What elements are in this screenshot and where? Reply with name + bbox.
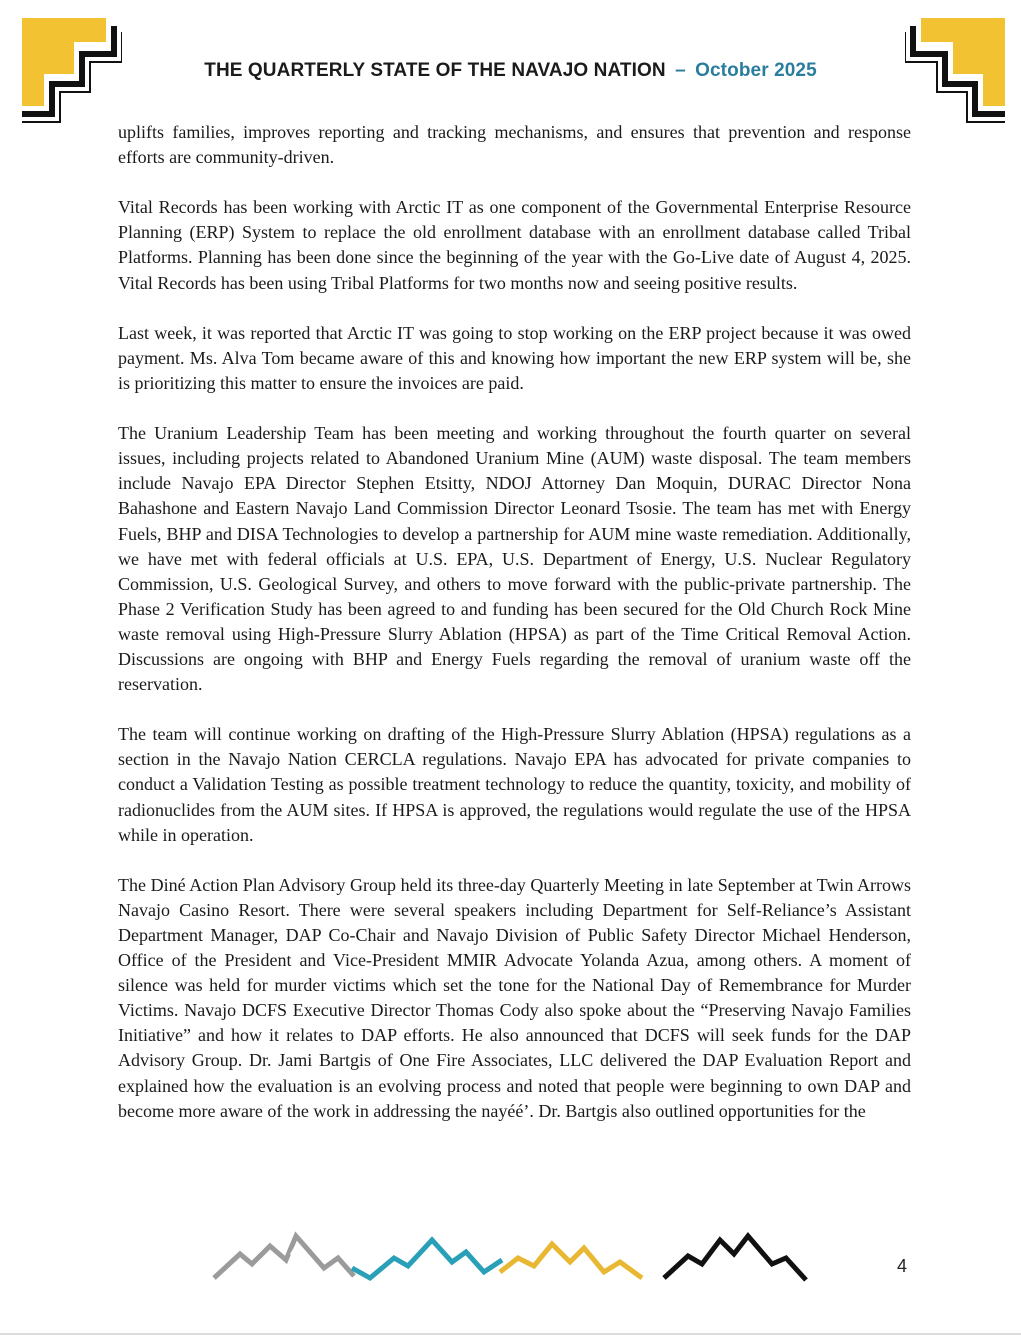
page-number: 4 xyxy=(897,1256,908,1276)
paragraph: Last week, it was reported that Arctic IT was going to stop working on the ERP project because it was owed payment. Ms. Alva Tom became aware of this and knowing how important the new ERP system will be, she is prioritizing this matter to ensure the invoices are paid. xyxy=(118,322,911,393)
header-date: October 2025 xyxy=(695,60,817,81)
header-separator: – xyxy=(675,60,686,81)
header-title: THE QUARTERLY STATE OF THE NAVAJO NATION xyxy=(204,60,666,81)
page-header xyxy=(0,60,1021,82)
bottom-divider xyxy=(0,1333,1021,1335)
body-text xyxy=(118,120,911,1149)
mountain-range-ornament-icon xyxy=(212,1228,808,1282)
paragraph: Vital Records has been working with Arctic IT as one component of the Governmental Enterprise Resource Planning (ERP) System to replace the old enrollment database with an enrollment database called Tribal Platforms. Planning has been done since the beginning of the year with the Go-Live date of August 4, 2025. Vital Records has been using Tribal Platforms for two months now and seeing positive results. xyxy=(118,197,911,293)
paragraph: uplifts families, improves reporting and tracking mechanisms, and ensures that prevention and response efforts are community-driven. xyxy=(118,122,911,168)
paragraph: The Diné Action Plan Advisory Group held its three-day Quarterly Meeting in late September at Twin Arrows Navajo Casino Resort. There were several speakers including Department for Self-Reliance’s Assistant Department Manager, DAP Co-Chair and Navajo Division of Public Safety Director Michael Henderson, Office of the President and Vice-President MMIR Advocate Yolanda Azua, among others. A moment of silence was held for murder victims which set the tone for the National Day of Remembrance for Murder Victims. Navajo DCFS Executive Director Thomas Cody also spoke about the “Preserving Navajo Families Initiative” and how it relates to DAP efforts. He also announced that DCFS will seek funds for the DAP Advisory Group. Dr. Jami Bartgis of One Fire Associates, LLC delivered the DAP Evaluation Report and explained how the evaluation is an evolving process and noted that people were beginning to own DAP and become more aware of the work in addressing the nayéé’. Dr. Bartgis also outlined opportunities for the xyxy=(118,874,911,1121)
paragraph: The Uranium Leadership Team has been meeting and working throughout the fourth quarter on several issues, including projects related to Abandoned Uranium Mine (AUM) waste disposal. The team members include Navajo EPA Director Stephen Etsitty, NDOJ Attorney Dan Moquin, DURAC Director Nona Bahashone and Eastern Navajo Land Commission Director Leonard Tsosie. The team has met with Energy Fuels, BHP and DISA Technologies to develop a partnership for AUM mine waste remediation. Additionally, we have met with federal officials at U.S. EPA, U.S. Department of Energy, U.S. Nuclear Regulatory Commission, U.S. Geological Survey, and others to move forward with the public-private partnership. The Phase 2 Verification Study has been agreed to and funding has been secured for the Old Church Rock Mine waste removal using High-Pressure Slurry Ablation (HPSA) as part of the Time Critical Removal Action. Discussions are ongoing with BHP and Energy Fuels regarding the removal of uranium waste off the reservation. xyxy=(118,423,911,695)
paragraph: The team will continue working on drafting of the High-Pressure Slurry Ablation (HPSA) regulations as a section in the Navajo Nation CERCLA regulations. Navajo EPA has advocated for private companies to conduct a Validation Testing as possible treatment technology to reduce the quantity, toxicity, and mobility of radionuclides from the AUM sites. If HPSA is approved, the regulations would regulate the use of the HPSA while in operation. xyxy=(118,724,911,845)
